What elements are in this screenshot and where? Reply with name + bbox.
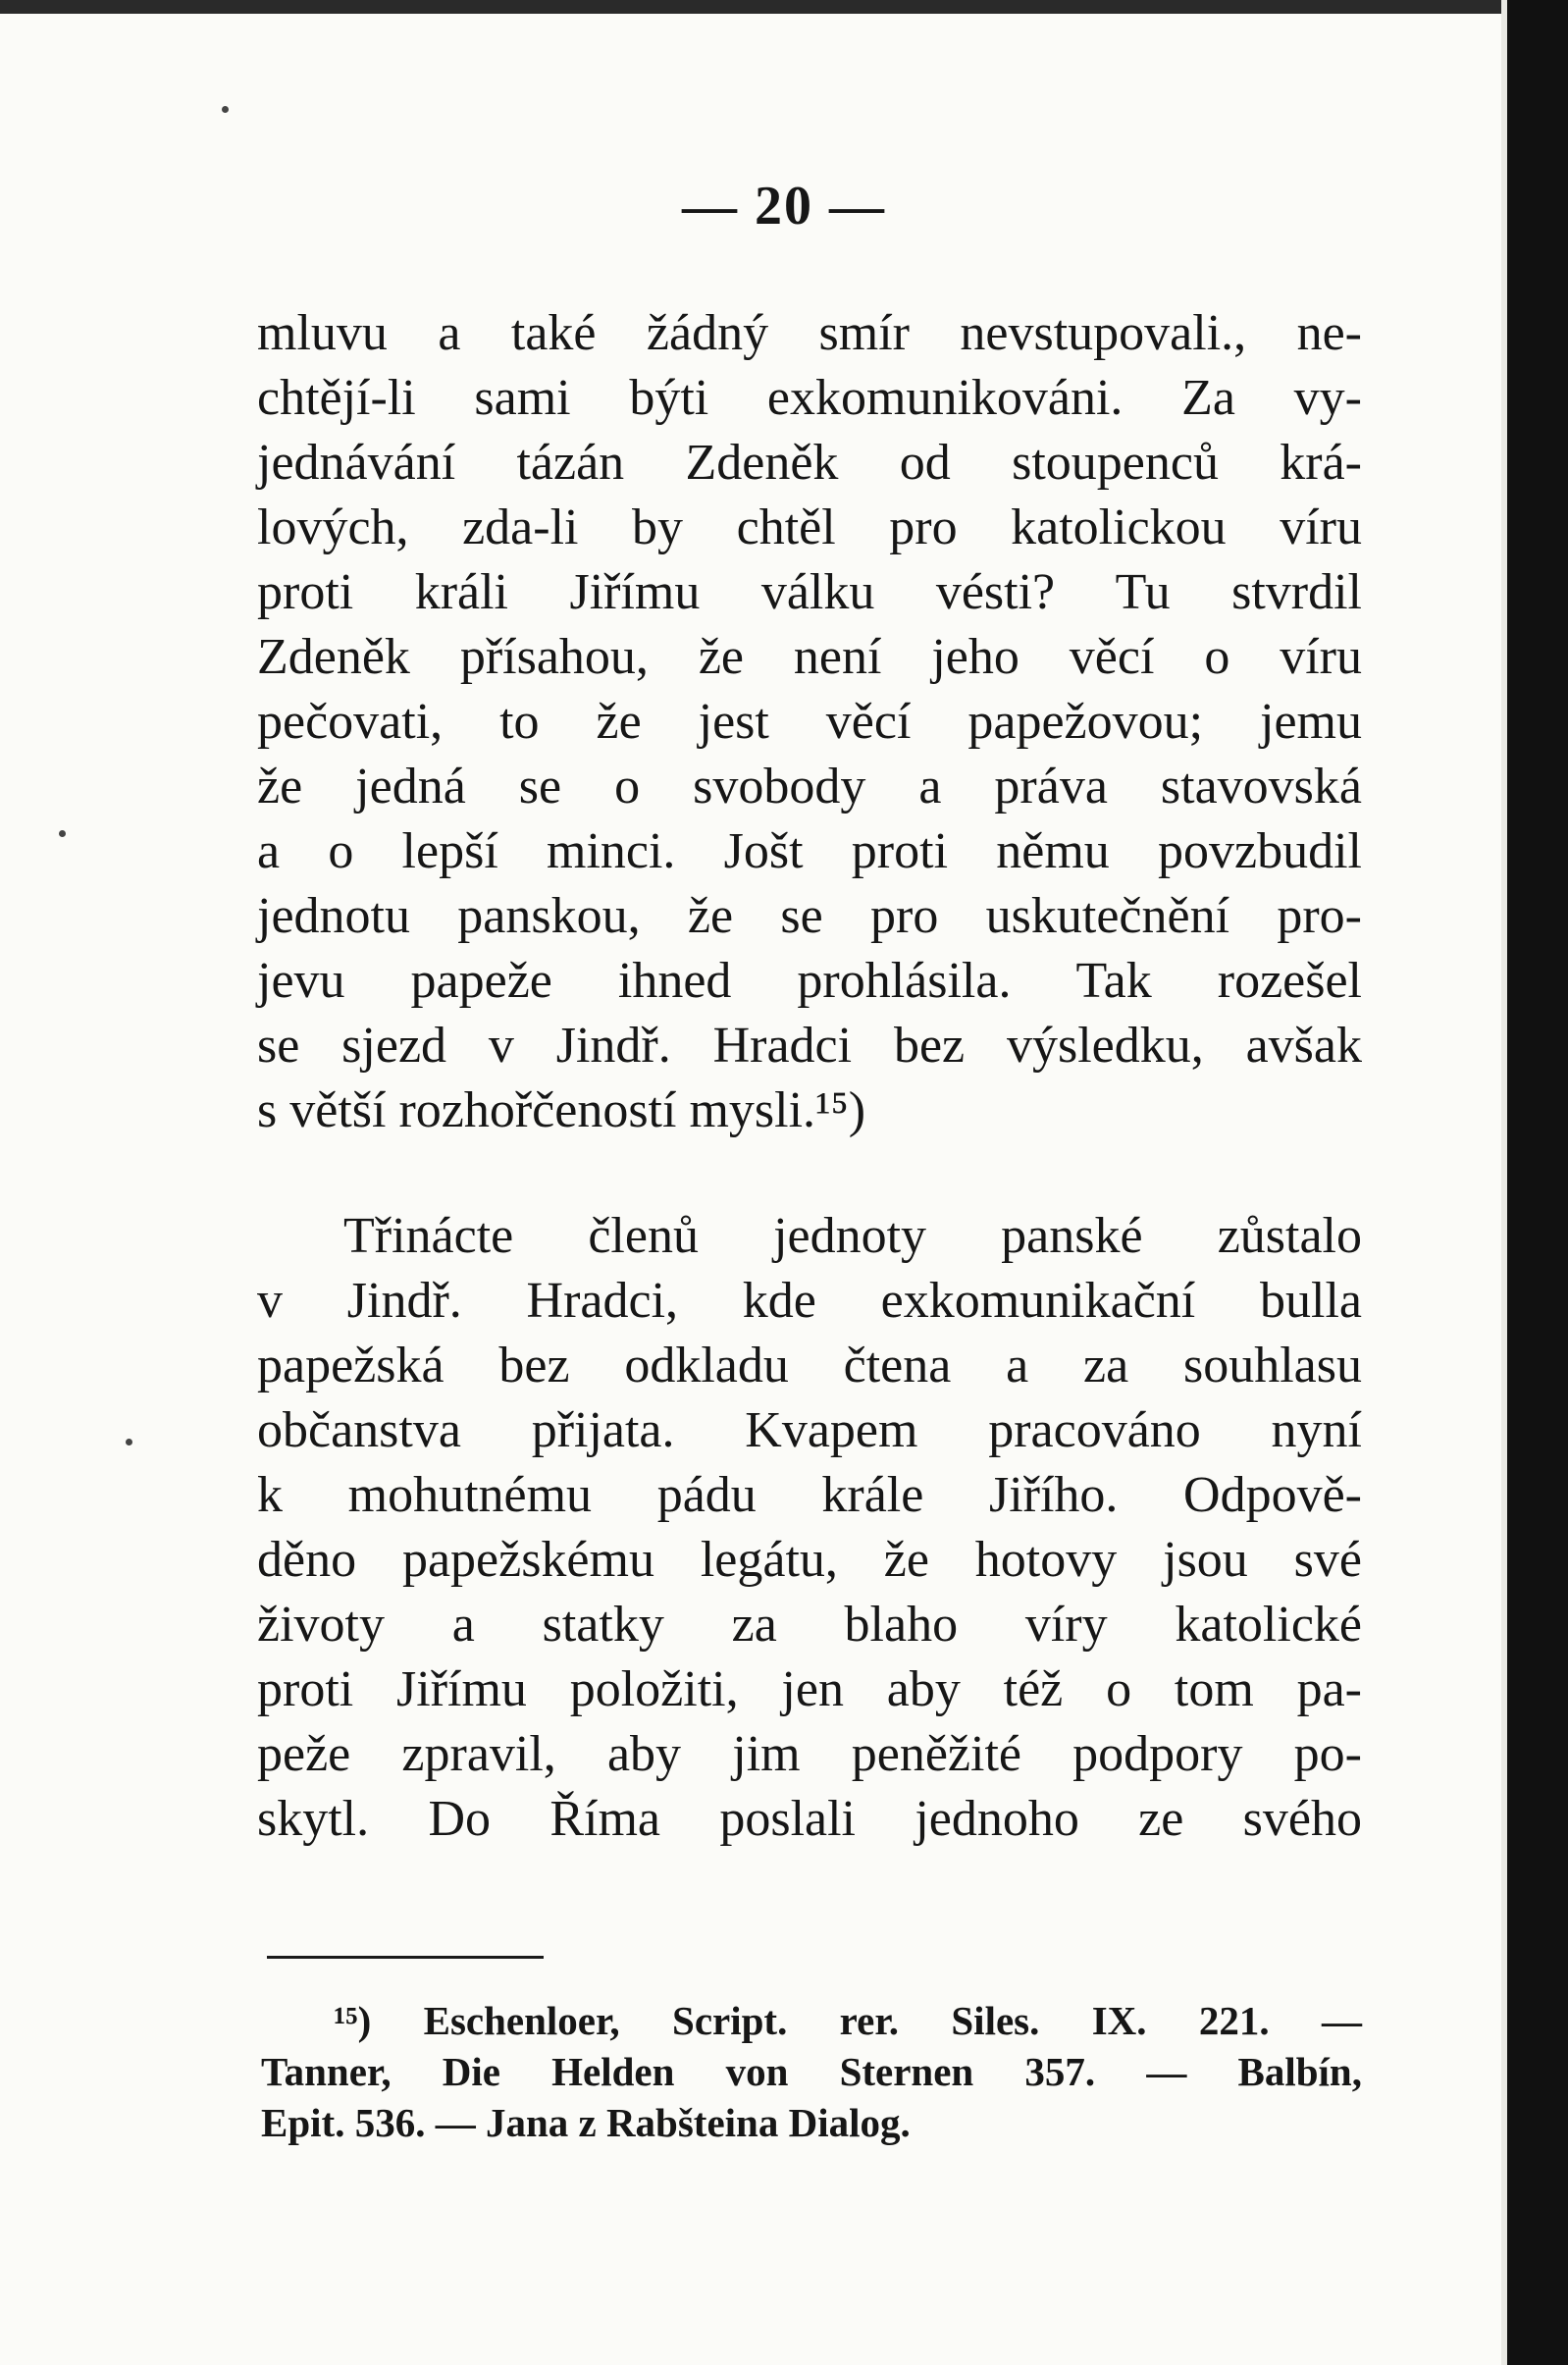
text-line: peže zpravil, aby jim peněžité podpory po- — [257, 1726, 1362, 1782]
footnote-separator — [267, 1956, 544, 1959]
ink-speck — [59, 830, 66, 837]
text-line: v Jindř. Hradci, kde exkomunikační bulla — [257, 1273, 1362, 1329]
text-line: Třinácte členů jednoty panské zůstalo — [343, 1208, 1362, 1264]
ink-speck — [126, 1439, 132, 1445]
footnote-line: ¹⁵) Eschenloer, Script. rer. Siles. IX. 221. — — [334, 1998, 1362, 2043]
text-line: jevu papeže ihned prohlásila. Tak rozešel — [257, 953, 1362, 1009]
text-line: občanstva přijata. Kvapem pracováno nyní — [257, 1402, 1362, 1458]
text-line: děno papežskému legátu, že hotovy jsou své — [257, 1532, 1362, 1588]
text-line: a o lepší minci. Jošt proti němu povzbudil — [257, 823, 1362, 879]
text-line: lových, zda-li by chtěl pro katolickou víru — [257, 499, 1362, 555]
scan-border-right — [1507, 0, 1568, 2365]
text-line: že jedná se o svobody a práva stavovská — [257, 759, 1362, 815]
text-line: s větší rozhořčeností mysli.¹⁵) — [257, 1082, 866, 1138]
footnote-line: Epit. 536. — Jana z Rabšteina Dialog. — [261, 2100, 911, 2145]
text-line: se sjezd v Jindř. Hradci bez výsledku, avšak — [257, 1018, 1362, 1074]
ink-speck — [222, 106, 229, 113]
text-line: chtějí-li sami býti exkomunikováni. Za vy- — [257, 370, 1362, 426]
page-number: — 20 — — [682, 176, 886, 236]
text-line: skytl. Do Říma poslali jednoho ze svého — [257, 1791, 1362, 1847]
text-line: k mohutnému pádu krále Jiřího. Odpově- — [257, 1467, 1362, 1523]
text-line: životy a statky za blaho víry katolické — [257, 1597, 1362, 1653]
text-line: Zdeněk přísahou, že není jeho věcí o víru — [257, 629, 1362, 685]
text-line: mluvu a také žádný smír nevstupovali., ne- — [257, 305, 1362, 361]
text-line: proti Jiřímu položiti, jen aby též o tom pa- — [257, 1661, 1362, 1717]
footnote-line: Tanner, Die Helden von Sternen 357. — Balbín, — [261, 2049, 1362, 2094]
text-line: jednávání tázán Zdeněk od stoupenců krá- — [257, 435, 1362, 491]
text-line: pečovati, to že jest věcí papežovou; jemu — [257, 694, 1362, 750]
text-line: jednotu panskou, že se pro uskutečnění pro- — [257, 888, 1362, 944]
scan-border-top — [0, 0, 1568, 14]
text-line: proti králi Jiřímu válku vésti? Tu stvrdil — [257, 564, 1362, 620]
text-line: papežská bez odkladu čtena a za souhlasu — [257, 1338, 1362, 1393]
